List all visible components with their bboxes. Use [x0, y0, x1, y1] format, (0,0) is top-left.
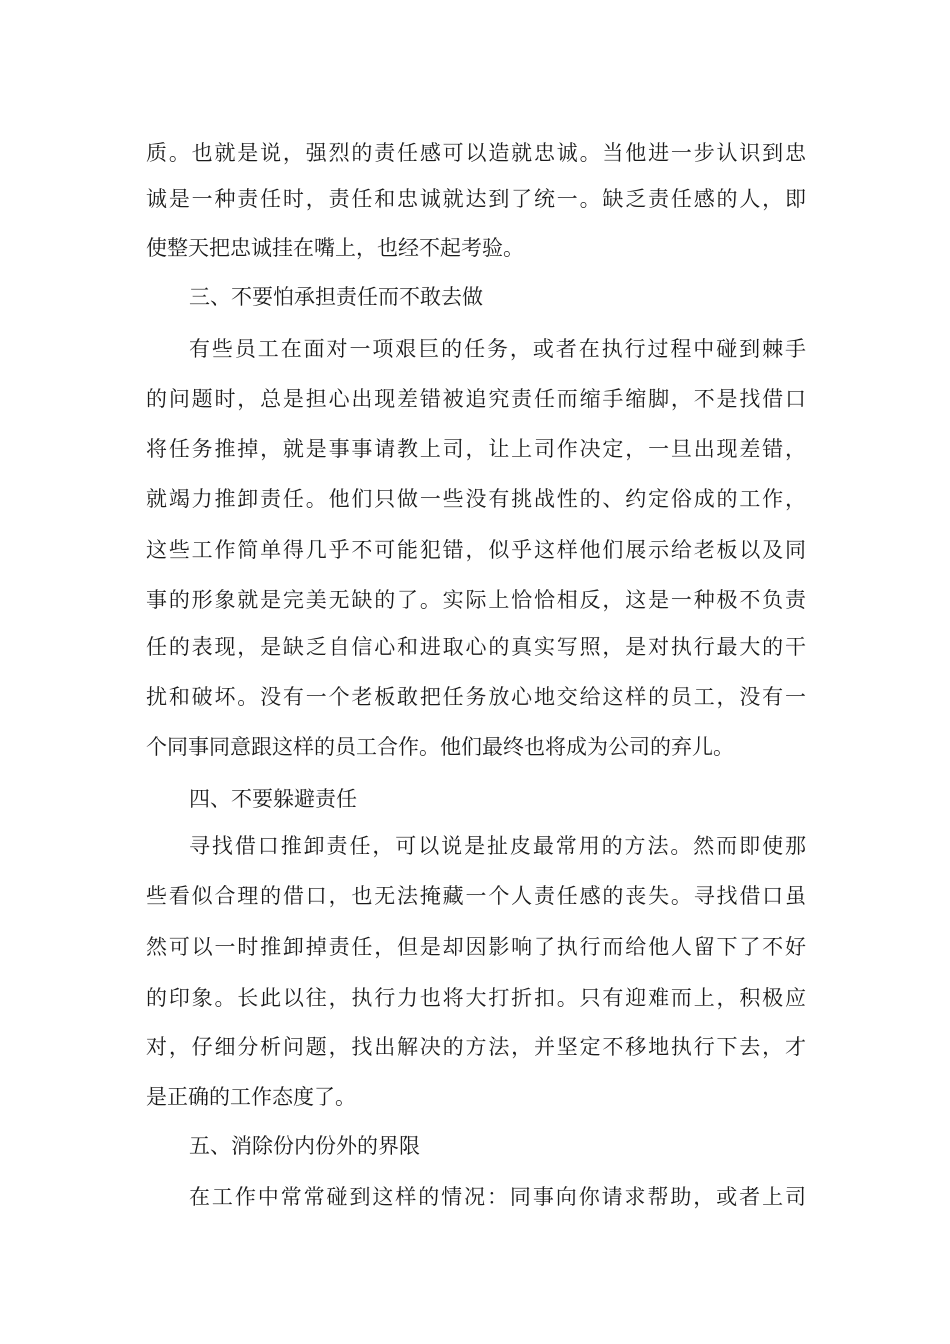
paragraph-line: 扰和破坏。没有一个老板敢把任务放心地交给这样的员工，没有一: [146, 685, 806, 709]
paragraph-line: 任的表现，是缺乏自信心和进取心的真实写照，是对执行最大的干: [146, 635, 806, 659]
section-heading: 三、不要怕承担责任而不敢去做: [189, 285, 483, 309]
paragraph-line: 使整天把忠诚挂在嘴上，也经不起考验。: [146, 236, 524, 260]
paragraph-line: 寻找借口推卸责任，可以说是扯皮最常用的方法。然而即使那: [189, 834, 806, 858]
paragraph-line: 然可以一时推卸掉责任，但是却因影响了执行而给他人留下了不好: [146, 935, 806, 959]
paragraph-line: 对，仔细分析问题，找出解决的方法，并坚定不移地执行下去，才: [146, 1035, 806, 1059]
paragraph-line: 在工作中常常碰到这样的情况：同事向你请求帮助，或者上司: [189, 1185, 806, 1209]
paragraph-line: 将任务推掉，就是事事请教上司，让上司作决定，一旦出现差错，: [146, 437, 806, 461]
paragraph-line: 的印象。长此以往，执行力也将大打折扣。只有迎难而上，积极应: [146, 986, 806, 1010]
paragraph-line: 诚是一种责任时，责任和忠诚就达到了统一。缺乏责任感的人，即: [146, 187, 806, 211]
paragraph-line: 些看似合理的借口，也无法掩藏一个人责任感的丧失。寻找借口虽: [146, 884, 806, 908]
paragraph-line: 是正确的工作态度了。: [146, 1085, 356, 1109]
paragraph-line: 质。也就是说，强烈的责任感可以造就忠诚。当他进一步认识到忠: [146, 141, 806, 165]
paragraph-line: 就竭力推卸责任。他们只做一些没有挑战性的、约定俗成的工作，: [146, 487, 806, 511]
section-heading: 五、消除份内份外的界限: [189, 1134, 420, 1158]
paragraph-line: 事的形象就是完美无缺的了。实际上恰恰相反，这是一种极不负责: [146, 588, 806, 612]
paragraph-line: 有些员工在面对一项艰巨的任务，或者在执行过程中碰到棘手: [189, 337, 806, 361]
paragraph-line: 个同事同意跟这样的员工合作。他们最终也将成为公司的弃儿。: [146, 735, 734, 759]
paragraph-line: 的问题时，总是担心出现差错被追究责任而缩手缩脚，不是找借口: [146, 387, 806, 411]
section-heading: 四、不要躲避责任: [189, 787, 357, 811]
paragraph-line: 这些工作简单得几乎不可能犯错，似乎这样他们展示给老板以及同: [146, 538, 806, 562]
